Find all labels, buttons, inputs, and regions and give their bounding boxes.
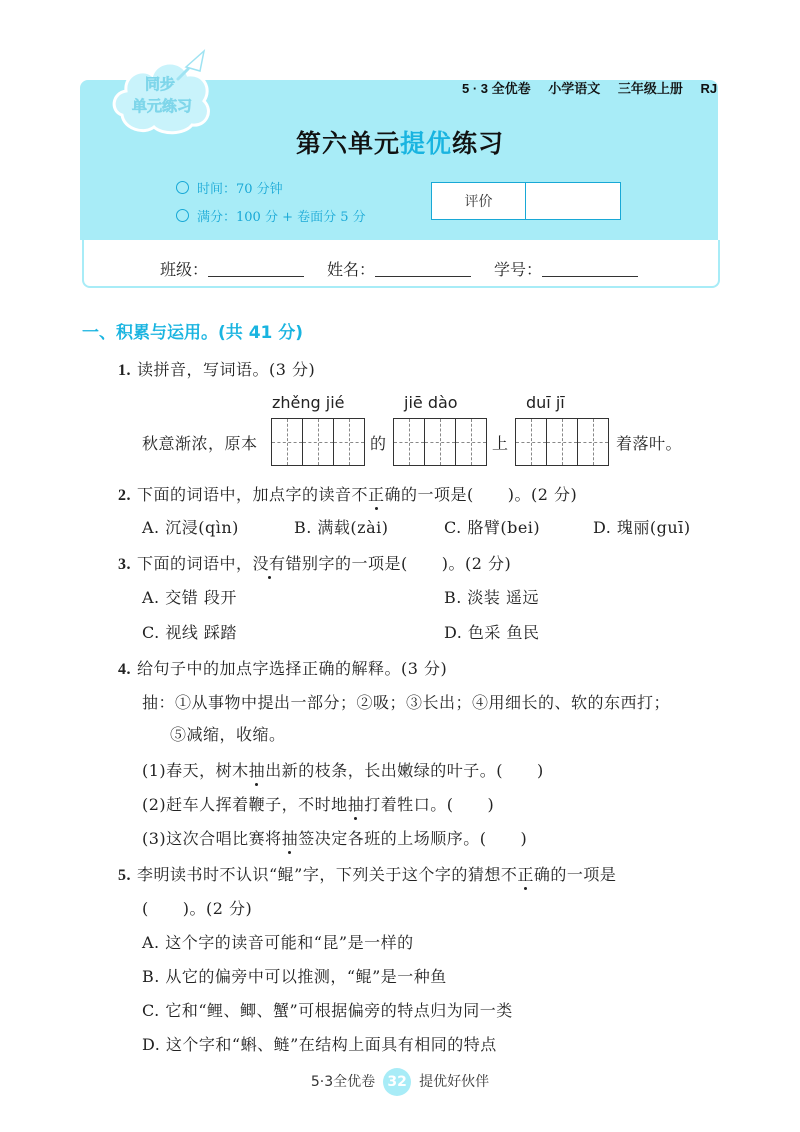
footer-slogan: 提优好伙伴 xyxy=(419,1074,490,1090)
question-number: 2. xyxy=(118,487,131,504)
q1-sentence-part: 秋意渐浓，原本 xyxy=(142,434,258,453)
emphasis-text: 抽 xyxy=(281,829,299,848)
name-blank[interactable] xyxy=(375,260,471,277)
question-text: 下面的词语中，加点字的读音 xyxy=(137,485,352,504)
page-number: 32 xyxy=(383,1068,411,1096)
emphasis-text: 抽 xyxy=(248,761,266,780)
option-d[interactable]: D. 色采 鱼民 xyxy=(444,623,540,642)
question-number: 3. xyxy=(118,556,131,573)
title-part: 第六单元 xyxy=(295,129,400,158)
option-a[interactable]: A. 这个字的读音可能和“昆”是一样的 xyxy=(142,933,414,952)
sentence-text: ) xyxy=(520,829,528,848)
class-blank[interactable] xyxy=(208,260,304,277)
question-5-cont xyxy=(142,896,252,919)
question-number: 1. xyxy=(118,362,131,379)
series-edition: RJ xyxy=(700,81,718,96)
footer-series: 5·3全优卷 xyxy=(310,1074,376,1090)
score-text: 满分：100 分 + 卷面分 5 分 xyxy=(197,210,366,225)
question-text: ( xyxy=(142,899,149,918)
question-text: )。(2 分) xyxy=(182,899,253,918)
student-id-label: 学号： xyxy=(494,262,543,279)
pinyin-3: duī jī xyxy=(526,393,565,412)
badge-line1: 同步 xyxy=(144,75,176,93)
emphasis-text: 不正确 xyxy=(500,865,551,884)
series-subject: 小学语文 xyxy=(548,81,601,96)
question-text: 给句子中的加点字选择正确的解释。(3 分) xyxy=(137,659,448,678)
question-number: 4. xyxy=(118,661,131,678)
definition-line: 抽：①从事物中提出一部分；②吸；③长出；④用细长的、软的东西打； xyxy=(142,693,671,712)
name-label: 姓名： xyxy=(327,262,376,279)
section-title: 一、积累与运用。(共 41 分) xyxy=(82,323,304,343)
page-footer xyxy=(0,1068,800,1096)
option-b[interactable]: B. 满载(zài) xyxy=(294,518,389,537)
series-name: 5 · 3 全优卷 xyxy=(462,81,531,96)
sentence-2 xyxy=(142,792,494,815)
emphasis-text: 没有 xyxy=(252,554,286,573)
clock-icon xyxy=(176,181,189,194)
question-3 xyxy=(118,551,511,574)
writing-grid-3[interactable] xyxy=(515,418,609,466)
question-5 xyxy=(118,862,616,885)
title-part: 练习 xyxy=(452,129,505,158)
option-a[interactable]: A. 沉浸(qìn) xyxy=(142,518,239,537)
class-field[interactable] xyxy=(160,257,304,280)
option-c[interactable]: C. 视线 踩踏 xyxy=(142,623,237,642)
writing-grid-2[interactable] xyxy=(393,418,487,466)
evaluation-field[interactable] xyxy=(526,183,620,219)
question-text: 的一项是 xyxy=(550,865,617,884)
question-text: 下面的词语中， xyxy=(137,554,253,573)
q1-sentence-part: 上 xyxy=(492,434,509,453)
definition-line: ⑤减缩，收缩。 xyxy=(170,725,286,744)
name-field[interactable] xyxy=(327,257,471,280)
sentence-text: (3)这次合唱比赛将 xyxy=(142,829,282,848)
option-d[interactable]: D. 这个字和“蝌、鲢”在结构上面具有相同的特点 xyxy=(142,1035,497,1054)
time-text: 时间：70 分钟 xyxy=(197,182,283,197)
option-b[interactable]: B. 从它的偏旁中可以推测，“鲲”是一种鱼 xyxy=(142,967,447,986)
badge-line2: 单元练习 xyxy=(131,97,193,115)
sentence-3 xyxy=(142,826,527,849)
question-text: 错别字的一项是( xyxy=(285,554,408,573)
question-text: 的一项是( xyxy=(401,485,474,504)
series-grade: 三年级上册 xyxy=(617,81,683,96)
sentence-text: 打着牲口。( xyxy=(364,795,454,814)
sentence-text: ) xyxy=(487,795,495,814)
student-id-blank[interactable] xyxy=(542,260,638,277)
option-c[interactable]: C. 胳臂(bei) xyxy=(444,518,541,537)
student-id-field[interactable] xyxy=(494,257,638,280)
question-text: 李明读书时不认识“鲲”字，下列关于这个字的猜想 xyxy=(137,865,501,884)
check-icon xyxy=(176,209,189,222)
question-text: )。(2 分) xyxy=(441,554,512,573)
pinyin-2: jiē dào xyxy=(404,393,458,412)
sentence-text: ) xyxy=(536,761,544,780)
time-info xyxy=(176,178,283,197)
question-number: 5. xyxy=(118,867,131,884)
score-info xyxy=(176,206,366,225)
page-title xyxy=(0,124,800,160)
sentence-text: (1)春天，树木 xyxy=(142,761,249,780)
option-d[interactable]: D. 瑰丽(guī) xyxy=(593,518,691,537)
writing-grid-1[interactable] xyxy=(271,418,365,466)
evaluation-table xyxy=(431,182,621,220)
sentence-text: 签决定各班的上场顺序。( xyxy=(298,829,487,848)
evaluation-label: 评价 xyxy=(432,183,526,219)
question-4 xyxy=(118,656,447,679)
emphasis-text: 抽 xyxy=(347,795,365,814)
sentence-1 xyxy=(142,758,544,781)
option-c[interactable]: C. 它和“鲤、鲫、蟹”可根据偏旁的特点归为同一类 xyxy=(142,1001,513,1020)
question-text: 读拼音，写词语。(3 分) xyxy=(137,360,316,379)
option-b[interactable]: B. 淡装 遥远 xyxy=(444,588,540,607)
q1-sentence-part: 的 xyxy=(370,434,387,453)
q1-sentence-part: 着落叶。 xyxy=(616,434,683,453)
series-info xyxy=(462,78,717,97)
class-label: 班级： xyxy=(160,262,209,279)
question-text: )。(2 分) xyxy=(507,485,578,504)
title-highlight: 提优 xyxy=(399,129,452,158)
option-a[interactable]: A. 交错 段开 xyxy=(142,588,237,607)
pinyin-1: zhěng jié xyxy=(272,393,345,412)
question-1 xyxy=(118,357,315,380)
sentence-text: 出新的枝条，长出嫩绿的叶子。( xyxy=(265,761,503,780)
sentence-text: (2)赶车人挥着鞭子，不时地 xyxy=(142,795,348,814)
question-2 xyxy=(118,482,577,505)
emphasis-text: 不正确 xyxy=(351,485,402,504)
